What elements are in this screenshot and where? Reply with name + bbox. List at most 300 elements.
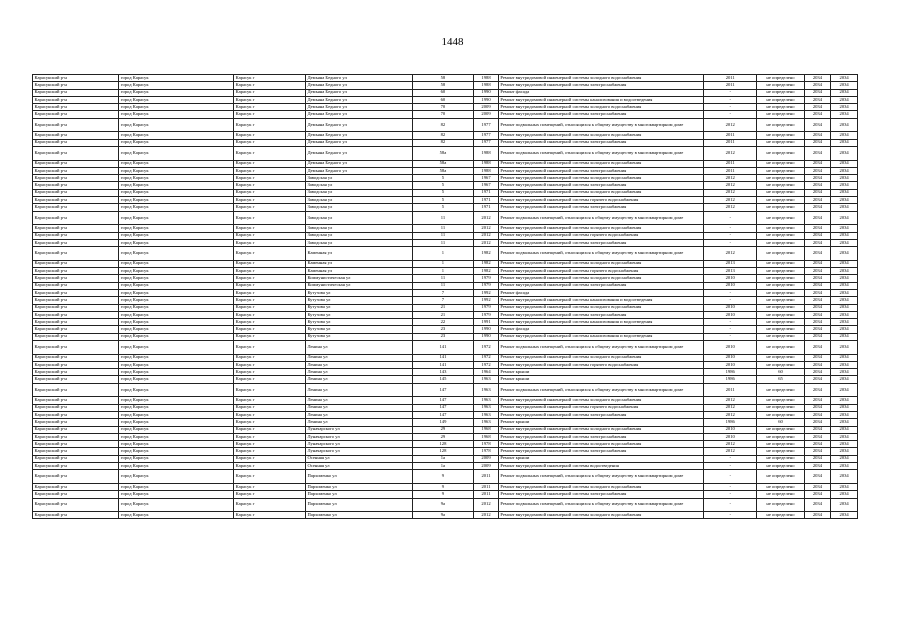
cell-house-number: 5	[412, 189, 474, 196]
cell-street: Кутузова ул	[305, 319, 412, 326]
cell-work-type: Ремонт внутридомовой инженерной системы горячего водоснабжения	[498, 268, 703, 275]
cell-plan-start-year: 2034	[804, 369, 831, 376]
cell-plan-end-year: 2034	[831, 282, 858, 289]
cell-wear: 60	[757, 369, 804, 376]
cell-wear: не определено	[757, 297, 804, 304]
cell-build-year: 1972	[474, 361, 499, 368]
table-row	[33, 426, 858, 433]
cell-last-repair-year: -	[704, 111, 757, 118]
cell-settlement: город Карасук	[119, 304, 234, 311]
cell-street: Ленина ул	[305, 419, 412, 426]
cell-build-year: 1972	[474, 354, 499, 361]
cell-street: Ленина ул	[305, 404, 412, 411]
cell-plan-start-year: 2034	[804, 204, 831, 211]
table-row	[33, 383, 858, 397]
cell-build-year: 2009	[474, 111, 499, 118]
cell-wear: не определено	[757, 441, 804, 448]
cell-district: Карасукский р-н	[33, 383, 119, 397]
cell-wear: не определено	[757, 354, 804, 361]
cell-district: Карасукский р-н	[33, 260, 119, 267]
cell-street: Пархоменко ул	[305, 483, 412, 490]
cell-plan-end-year: 2034	[831, 354, 858, 361]
cell-wear: не определено	[757, 289, 804, 296]
cell-plan-end-year: 2034	[831, 383, 858, 397]
cell-wear: не определено	[757, 275, 804, 282]
cell-settlement: город Карасук	[119, 441, 234, 448]
table-row	[33, 104, 858, 111]
cell-plan-start-year: 2034	[804, 304, 831, 311]
cell-plan-start-year: 2034	[804, 333, 831, 340]
cell-house-number: 143	[412, 369, 474, 376]
cell-plan-end-year: 2034	[831, 104, 858, 111]
cell-district: Карасукский р-н	[33, 175, 119, 182]
cell-wear: не определено	[757, 319, 804, 326]
cell-last-repair-year: 2010	[704, 433, 757, 440]
cell-build-year: 2012	[474, 239, 499, 246]
cell-district: Карасукский р-н	[33, 433, 119, 440]
cell-locality: Карасук г	[234, 146, 306, 160]
cell-locality: Карасук г	[234, 239, 306, 246]
cell-wear: не определено	[757, 448, 804, 455]
cell-build-year: 1988	[474, 146, 499, 160]
cell-street: Пархоменко ул	[305, 470, 412, 484]
table-row	[33, 448, 858, 455]
cell-street: Заводская ул	[305, 225, 412, 232]
cell-plan-end-year: 2034	[831, 470, 858, 484]
cell-house-number: 145	[412, 376, 474, 383]
cell-plan-start-year: 2034	[804, 197, 831, 204]
cell-plan-end-year: 2034	[831, 197, 858, 204]
cell-house-number: 7	[412, 289, 474, 296]
cell-build-year: 1979	[474, 275, 499, 282]
cell-locality: Карасук г	[234, 282, 306, 289]
cell-street: Заводская ул	[305, 182, 412, 189]
cell-settlement: город Карасук	[119, 512, 234, 519]
cell-wear: не определено	[757, 397, 804, 404]
cell-district: Карасукский р-н	[33, 426, 119, 433]
cell-build-year: 2012	[474, 512, 499, 519]
cell-work-type: Ремонт внутридомовой инженерной системы холодного водоснабжения	[498, 260, 703, 267]
cell-wear: не определено	[757, 498, 804, 512]
cell-wear: не определено	[757, 232, 804, 239]
cell-house-number: 82	[412, 118, 474, 132]
cell-street: Демьяна Бедного ул	[305, 111, 412, 118]
cell-house-number: 23	[412, 333, 474, 340]
cell-settlement: город Карасук	[119, 247, 234, 261]
cell-plan-end-year: 2034	[831, 182, 858, 189]
table-row	[33, 491, 858, 498]
cell-house-number: 11	[412, 225, 474, 232]
cell-wear: не определено	[757, 340, 804, 354]
cell-district: Карасукский р-н	[33, 268, 119, 275]
cell-build-year: 1991	[474, 319, 499, 326]
cell-wear: не определено	[757, 260, 804, 267]
cell-last-repair-year: 1986	[704, 419, 757, 426]
table-row	[33, 361, 858, 368]
cell-last-repair-year: 2010	[704, 304, 757, 311]
cell-plan-end-year: 2034	[831, 211, 858, 225]
cell-house-number: 149	[412, 419, 474, 426]
cell-district: Карасукский р-н	[33, 491, 119, 498]
cell-work-type: Ремонт фасада	[498, 89, 703, 96]
cell-plan-start-year: 2034	[804, 225, 831, 232]
cell-plan-start-year: 2034	[804, 182, 831, 189]
cell-locality: Карасук г	[234, 376, 306, 383]
cell-settlement: город Карасук	[119, 397, 234, 404]
cell-build-year: 1977	[474, 132, 499, 139]
cell-build-year: 2012	[474, 232, 499, 239]
cell-street: Осенняя ул	[305, 463, 412, 470]
cell-settlement: город Карасук	[119, 369, 234, 376]
cell-plan-end-year: 2034	[831, 311, 858, 318]
cell-last-repair-year: -	[704, 455, 757, 462]
cell-work-type: Ремонт внутридомовой инженерной системы горячего водоснабжения	[498, 361, 703, 368]
cell-district: Карасукский р-н	[33, 282, 119, 289]
cell-settlement: город Карасук	[119, 239, 234, 246]
cell-street: Заводская ул	[305, 204, 412, 211]
cell-settlement: город Карасук	[119, 89, 234, 96]
table-row	[33, 498, 858, 512]
cell-last-repair-year: 2012	[704, 197, 757, 204]
cell-house-number: 11	[412, 282, 474, 289]
table-row	[33, 419, 858, 426]
cell-settlement: город Карасук	[119, 463, 234, 470]
cell-plan-start-year: 2034	[804, 463, 831, 470]
cell-house-number: 70	[412, 104, 474, 111]
cell-locality: Карасук г	[234, 426, 306, 433]
cell-district: Карасукский р-н	[33, 304, 119, 311]
table-row	[33, 89, 858, 96]
cell-settlement: город Карасук	[119, 111, 234, 118]
cell-settlement: город Карасук	[119, 491, 234, 498]
cell-last-repair-year: -	[704, 463, 757, 470]
cell-work-type: Ремонт подвальных помещений, относящихся к общему имуществу в многоквартирном доме	[498, 211, 703, 225]
table-row	[33, 204, 858, 211]
cell-last-repair-year: -	[704, 211, 757, 225]
cell-street: Луначарского ул	[305, 441, 412, 448]
table-row	[33, 197, 858, 204]
cell-wear: не определено	[757, 225, 804, 232]
cell-last-repair-year: -	[704, 491, 757, 498]
cell-work-type: Ремонт крыши	[498, 455, 703, 462]
cell-settlement: город Карасук	[119, 297, 234, 304]
cell-settlement: город Карасук	[119, 411, 234, 418]
cell-street: Пархоменко ул	[305, 498, 412, 512]
cell-work-type: Ремонт внутридомовой инженерной системы холодного водоснабжения	[498, 175, 703, 182]
cell-last-repair-year: -	[704, 289, 757, 296]
cell-district: Карасукский р-н	[33, 111, 119, 118]
cell-locality: Карасук г	[234, 175, 306, 182]
cell-build-year: 1971	[474, 189, 499, 196]
table-row	[33, 455, 858, 462]
cell-wear: 60	[757, 419, 804, 426]
cell-work-type: Ремонт внутридомовой инженерной системы холодного водоснабжения	[498, 512, 703, 519]
cell-district: Карасукский р-н	[33, 96, 119, 103]
cell-plan-end-year: 2034	[831, 376, 858, 383]
cell-settlement: город Карасук	[119, 311, 234, 318]
cell-plan-end-year: 2034	[831, 397, 858, 404]
cell-house-number: 60	[412, 89, 474, 96]
cell-settlement: город Карасук	[119, 455, 234, 462]
cell-locality: Карасук г	[234, 268, 306, 275]
cell-locality: Карасук г	[234, 247, 306, 261]
cell-build-year: 1992	[474, 297, 499, 304]
table-row	[33, 232, 858, 239]
cell-plan-end-year: 2034	[831, 340, 858, 354]
cell-wear: не определено	[757, 167, 804, 174]
cell-last-repair-year: -	[704, 470, 757, 484]
cell-plan-start-year: 2034	[804, 448, 831, 455]
cell-plan-start-year: 2034	[804, 483, 831, 490]
cell-street: Ленина ул	[305, 340, 412, 354]
cell-house-number: 29	[412, 433, 474, 440]
cell-district: Карасукский р-н	[33, 118, 119, 132]
cell-settlement: город Карасук	[119, 182, 234, 189]
cell-street: Ленина ул	[305, 361, 412, 368]
cell-build-year: 1988	[474, 160, 499, 167]
cell-district: Карасукский р-н	[33, 354, 119, 361]
cell-work-type: Ремонт внутридомовой инженерной системы канализования и водоотведения	[498, 319, 703, 326]
cell-locality: Карасук г	[234, 326, 306, 333]
cell-plan-start-year: 2034	[804, 239, 831, 246]
cell-work-type: Ремонт внутридомовой инженерной системы холодного водоснабжения	[498, 304, 703, 311]
cell-district: Карасукский р-н	[33, 275, 119, 282]
cell-house-number: 22	[412, 319, 474, 326]
cell-house-number: 5	[412, 204, 474, 211]
cell-wear: не определено	[757, 89, 804, 96]
cell-plan-end-year: 2034	[831, 247, 858, 261]
cell-district: Карасукский р-н	[33, 448, 119, 455]
cell-work-type: Ремонт подвальных помещений, относящихся к общему имуществу в многоквартирном доме	[498, 146, 703, 160]
cell-settlement: город Карасук	[119, 289, 234, 296]
table-body	[33, 75, 858, 519]
cell-settlement: город Карасук	[119, 433, 234, 440]
cell-plan-start-year: 2034	[804, 275, 831, 282]
cell-settlement: город Карасук	[119, 118, 234, 132]
cell-wear: не определено	[757, 311, 804, 318]
table-row	[33, 326, 858, 333]
cell-last-repair-year: -	[704, 319, 757, 326]
cell-plan-start-year: 2034	[804, 82, 831, 89]
cell-house-number: 147	[412, 383, 474, 397]
cell-plan-start-year: 2034	[804, 433, 831, 440]
cell-street: Заводская ул	[305, 197, 412, 204]
cell-district: Карасукский р-н	[33, 239, 119, 246]
cell-district: Карасукский р-н	[33, 82, 119, 89]
cell-work-type: Ремонт внутридомовой инженерной системы электроснабжения	[498, 111, 703, 118]
cell-settlement: город Карасук	[119, 260, 234, 267]
cell-last-repair-year: -	[704, 326, 757, 333]
cell-work-type: Ремонт внутридомовой инженерной системы горячего водоснабжения	[498, 232, 703, 239]
cell-house-number: 60	[412, 96, 474, 103]
cell-work-type: Ремонт подвальных помещений, относящихся к общему имуществу в многоквартирном доме	[498, 340, 703, 354]
cell-build-year: 2009	[474, 455, 499, 462]
cell-plan-start-year: 2034	[804, 376, 831, 383]
cell-plan-start-year: 2034	[804, 426, 831, 433]
cell-locality: Карасук г	[234, 225, 306, 232]
cell-street: Демьяна Бедного ул	[305, 104, 412, 111]
cell-district: Карасукский р-н	[33, 104, 119, 111]
cell-plan-start-year: 2034	[804, 311, 831, 318]
cell-last-repair-year: 2012	[704, 189, 757, 196]
cell-locality: Карасук г	[234, 340, 306, 354]
cell-plan-start-year: 2034	[804, 211, 831, 225]
cell-build-year: 1982	[474, 247, 499, 261]
cell-settlement: город Карасук	[119, 275, 234, 282]
cell-wear: не определено	[757, 455, 804, 462]
cell-build-year: 1988	[474, 75, 499, 82]
cell-build-year: 2012	[474, 498, 499, 512]
cell-street: Демьяна Бедного ул	[305, 75, 412, 82]
cell-last-repair-year: 2012	[704, 441, 757, 448]
table-row	[33, 340, 858, 354]
cell-district: Карасукский р-н	[33, 455, 119, 462]
table-row	[33, 268, 858, 275]
cell-build-year: 1990	[474, 89, 499, 96]
cell-work-type: Ремонт внутридомовой инженерной системы холодного водоснабжения	[498, 397, 703, 404]
table-row	[33, 260, 858, 267]
cell-work-type: Ремонт внутридомовой инженерной системы горячего водоснабжения	[498, 197, 703, 204]
cell-plan-end-year: 2034	[831, 463, 858, 470]
cell-district: Карасукский р-н	[33, 470, 119, 484]
cell-last-repair-year: 2011	[704, 383, 757, 397]
cell-work-type: Ремонт крыши	[498, 369, 703, 376]
cell-last-repair-year: -	[704, 232, 757, 239]
table-row	[33, 225, 858, 232]
cell-street: Ленина ул	[305, 411, 412, 418]
table-row	[33, 146, 858, 160]
cell-district: Карасукский р-н	[33, 297, 119, 304]
cell-settlement: город Карасук	[119, 146, 234, 160]
cell-plan-end-year: 2034	[831, 139, 858, 146]
cell-plan-start-year: 2034	[804, 455, 831, 462]
cell-settlement: город Карасук	[119, 232, 234, 239]
cell-street: Демьяна Бедного ул	[305, 167, 412, 174]
cell-house-number: 58	[412, 75, 474, 82]
cell-locality: Карасук г	[234, 204, 306, 211]
cell-work-type: Ремонт внутридомовой инженерной системы канализования и водоотведения	[498, 96, 703, 103]
cell-house-number: 5	[412, 175, 474, 182]
cell-locality: Карасук г	[234, 433, 306, 440]
cell-wear: не определено	[757, 132, 804, 139]
cell-settlement: город Карасук	[119, 404, 234, 411]
cell-plan-end-year: 2034	[831, 333, 858, 340]
cell-street: Заводская ул	[305, 189, 412, 196]
cell-plan-start-year: 2034	[804, 75, 831, 82]
cell-plan-start-year: 2034	[804, 268, 831, 275]
cell-plan-end-year: 2034	[831, 232, 858, 239]
cell-plan-end-year: 2034	[831, 189, 858, 196]
cell-street: Луначарского ул	[305, 448, 412, 455]
cell-plan-end-year: 2034	[831, 512, 858, 519]
cell-plan-end-year: 2034	[831, 326, 858, 333]
cell-wear: не определено	[757, 491, 804, 498]
cell-house-number: 1а	[412, 463, 474, 470]
cell-settlement: город Карасук	[119, 175, 234, 182]
cell-plan-start-year: 2034	[804, 404, 831, 411]
cell-plan-start-year: 2034	[804, 146, 831, 160]
table-row	[33, 247, 858, 261]
cell-locality: Карасук г	[234, 96, 306, 103]
cell-street: Заводская ул	[305, 211, 412, 225]
cell-last-repair-year: -	[704, 512, 757, 519]
cell-plan-end-year: 2034	[831, 275, 858, 282]
table-row	[33, 167, 858, 174]
cell-build-year: 1979	[474, 311, 499, 318]
cell-build-year: 1978	[474, 448, 499, 455]
cell-build-year: 2009	[474, 463, 499, 470]
table-row	[33, 354, 858, 361]
table-row	[33, 282, 858, 289]
cell-plan-start-year: 2034	[804, 104, 831, 111]
cell-plan-start-year: 2034	[804, 397, 831, 404]
cell-work-type: Ремонт внутридомовой инженерной системы водоотведения	[498, 463, 703, 470]
cell-wear: не определено	[757, 433, 804, 440]
table-row	[33, 211, 858, 225]
cell-wear: не определено	[757, 111, 804, 118]
cell-district: Карасукский р-н	[33, 333, 119, 340]
cell-plan-start-year: 2034	[804, 96, 831, 103]
cell-locality: Карасук г	[234, 111, 306, 118]
cell-work-type: Ремонт подвальных помещений, относящихся к общему имуществу в многоквартирном доме	[498, 247, 703, 261]
table-row	[33, 319, 858, 326]
cell-plan-start-year: 2034	[804, 247, 831, 261]
cell-plan-start-year: 2034	[804, 118, 831, 132]
cell-plan-end-year: 2034	[831, 82, 858, 89]
cell-locality: Карасук г	[234, 361, 306, 368]
table-row	[33, 239, 858, 246]
cell-district: Карасукский р-н	[33, 289, 119, 296]
cell-house-number: 70	[412, 111, 474, 118]
cell-street: Кутузова ул	[305, 326, 412, 333]
cell-district: Карасукский р-н	[33, 397, 119, 404]
cell-street: Демьяна Бедного ул	[305, 89, 412, 96]
cell-last-repair-year: 1986	[704, 376, 757, 383]
cell-wear: не определено	[757, 404, 804, 411]
cell-plan-start-year: 2034	[804, 260, 831, 267]
cell-house-number: 7	[412, 297, 474, 304]
cell-last-repair-year: -	[704, 225, 757, 232]
cell-last-repair-year: 2010	[704, 361, 757, 368]
cell-plan-start-year: 2034	[804, 297, 831, 304]
cell-locality: Карасук г	[234, 448, 306, 455]
cell-wear: не определено	[757, 204, 804, 211]
table-row	[33, 433, 858, 440]
cell-plan-start-year: 2034	[804, 411, 831, 418]
cell-district: Карасукский р-н	[33, 146, 119, 160]
cell-street: Пархоменко ул	[305, 491, 412, 498]
cell-last-repair-year: 2012	[704, 411, 757, 418]
cell-locality: Карасук г	[234, 383, 306, 397]
table-row	[33, 333, 858, 340]
cell-locality: Карасук г	[234, 404, 306, 411]
cell-plan-start-year: 2034	[804, 289, 831, 296]
cell-district: Карасукский р-н	[33, 361, 119, 368]
cell-street: Демьяна Бедного ул	[305, 118, 412, 132]
cell-settlement: город Карасук	[119, 354, 234, 361]
cell-plan-start-year: 2034	[804, 354, 831, 361]
table-row	[33, 397, 858, 404]
cell-plan-end-year: 2034	[831, 160, 858, 167]
cell-street: Кутузова ул	[305, 333, 412, 340]
cell-last-repair-year: 2011	[704, 139, 757, 146]
cell-work-type: Ремонт внутридомовой инженерной системы холодного водоснабжения	[498, 275, 703, 282]
cell-work-type: Ремонт внутридомовой инженерной системы электроснабжения	[498, 491, 703, 498]
cell-work-type: Ремонт внутридомовой инженерной системы электроснабжения	[498, 311, 703, 318]
cell-settlement: город Карасук	[119, 333, 234, 340]
cell-district: Карасукский р-н	[33, 75, 119, 82]
cell-plan-start-year: 2034	[804, 132, 831, 139]
